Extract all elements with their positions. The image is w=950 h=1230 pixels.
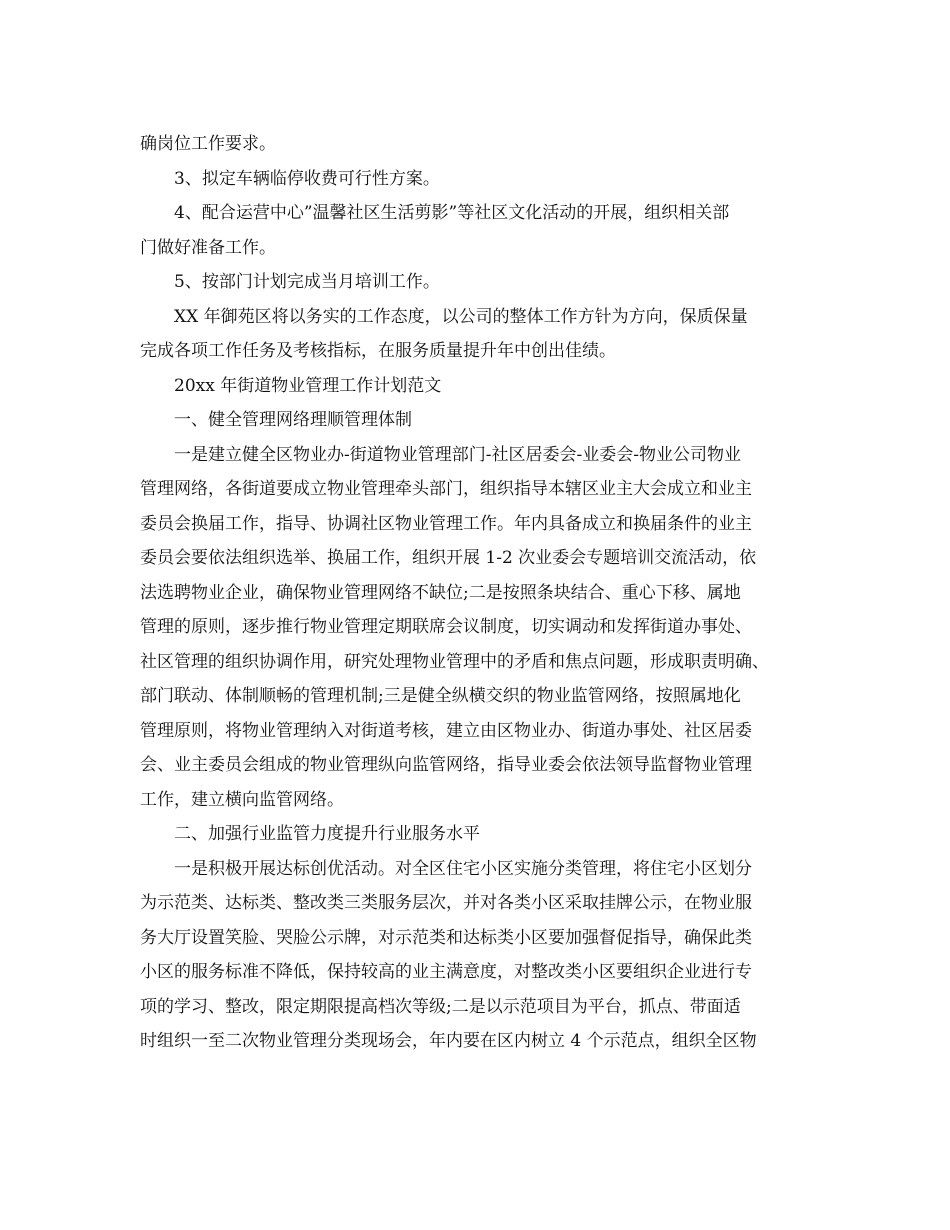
text-line: 一是积极开展达标创优活动。对全区住宅小区实施分类管理，将住宅小区划分 <box>174 858 752 879</box>
text-line: 二、加强行业监管力度提升行业服务水平 <box>174 824 480 844</box>
text-line: 管理原则，将物业管理纳入对街道考核，建立由区物业办、街道办事处、社区居委 <box>140 720 752 741</box>
document-body <box>140 127 830 1059</box>
text-line: 委员会要依法组织选举、换届工作，组织开展 1-2 次业委会专题培训交流活动，依 <box>140 548 757 568</box>
text-line: 务大厅设置笑脸、哭脸公示牌，对示范类和达标类小区要加强督促指导，确保此类 <box>140 927 752 948</box>
text-line: 小区的服务标准不降低，保持较高的业主满意度，对整改类小区要组织企业进行专 <box>140 962 752 982</box>
text-line: 工作，建立横向监管网络。 <box>140 789 344 810</box>
text-line: 完成各项工作任务及考核指标，在服务质量提升年中创出佳绩。 <box>140 341 616 361</box>
text-line: 20xx 年街道物业管理工作计划范文 <box>174 375 442 396</box>
text-line: 3、拟定车辆临停收费可行性方案。 <box>174 168 440 189</box>
text-line: 一是建立健全区物业办-街道物业管理部门-社区居委会-业委会-物业公司物业 <box>174 444 741 465</box>
text-line: 为示范类、达标类、整改类三类服务层次，并对各类小区采取挂牌公示，在物业服 <box>140 893 752 913</box>
text-line: 5、按部门计划完成当月培训工作。 <box>174 272 440 292</box>
text-line: 管理的原则，逐步推行物业管理定期联席会议制度，切实调动和发挥街道办事处、 <box>140 617 752 637</box>
text-line: 4、配合运营中心”温馨社区生活剪影”等社区文化活动的开展，组织相关部 <box>174 203 730 223</box>
text-line: 确岗位工作要求。 <box>140 134 276 154</box>
text-line: 门做好准备工作。 <box>140 237 276 258</box>
text-line: 一、健全管理网络理顺管理体制 <box>174 410 412 430</box>
text-line: 时组织一至二次物业管理分类现场会，年内要在区内树立 4 个示范点，组织全区物 <box>140 1031 757 1051</box>
text-line: 法选聘物业企业，确保物业管理网络不缺位;二是按照条块结合、重心下移、属地 <box>140 582 741 603</box>
text-line: 会、业主委员会组成的物业管理纵向监管网络，指导业委会依法领导监督物业管理 <box>140 755 752 775</box>
text-line: 部门联动、体制顺畅的管理机制;三是健全纵横交织的物业监管网络，按照属地化 <box>140 686 741 706</box>
text-line: 管理网络，各街道要成立物业管理牵头部门，组织指导本辖区业主大会成立和业主 <box>140 479 752 499</box>
text-line: 社区管理的组织协调作用，研究处理物业管理中的矛盾和焦点问题，形成职责明确、 <box>140 651 769 672</box>
text-line: 委员会换届工作，指导、协调社区物业管理工作。年内具备成立和换届条件的业主 <box>140 513 752 534</box>
text-line: XX 年御苑区将以务实的工作态度，以公司的整体工作方针为方向，保质保量 <box>174 306 748 327</box>
text-line: 项的学习、整改，限定期限提高档次等级;二是以示范项目为平台，抓点、带面适 <box>140 996 741 1017</box>
